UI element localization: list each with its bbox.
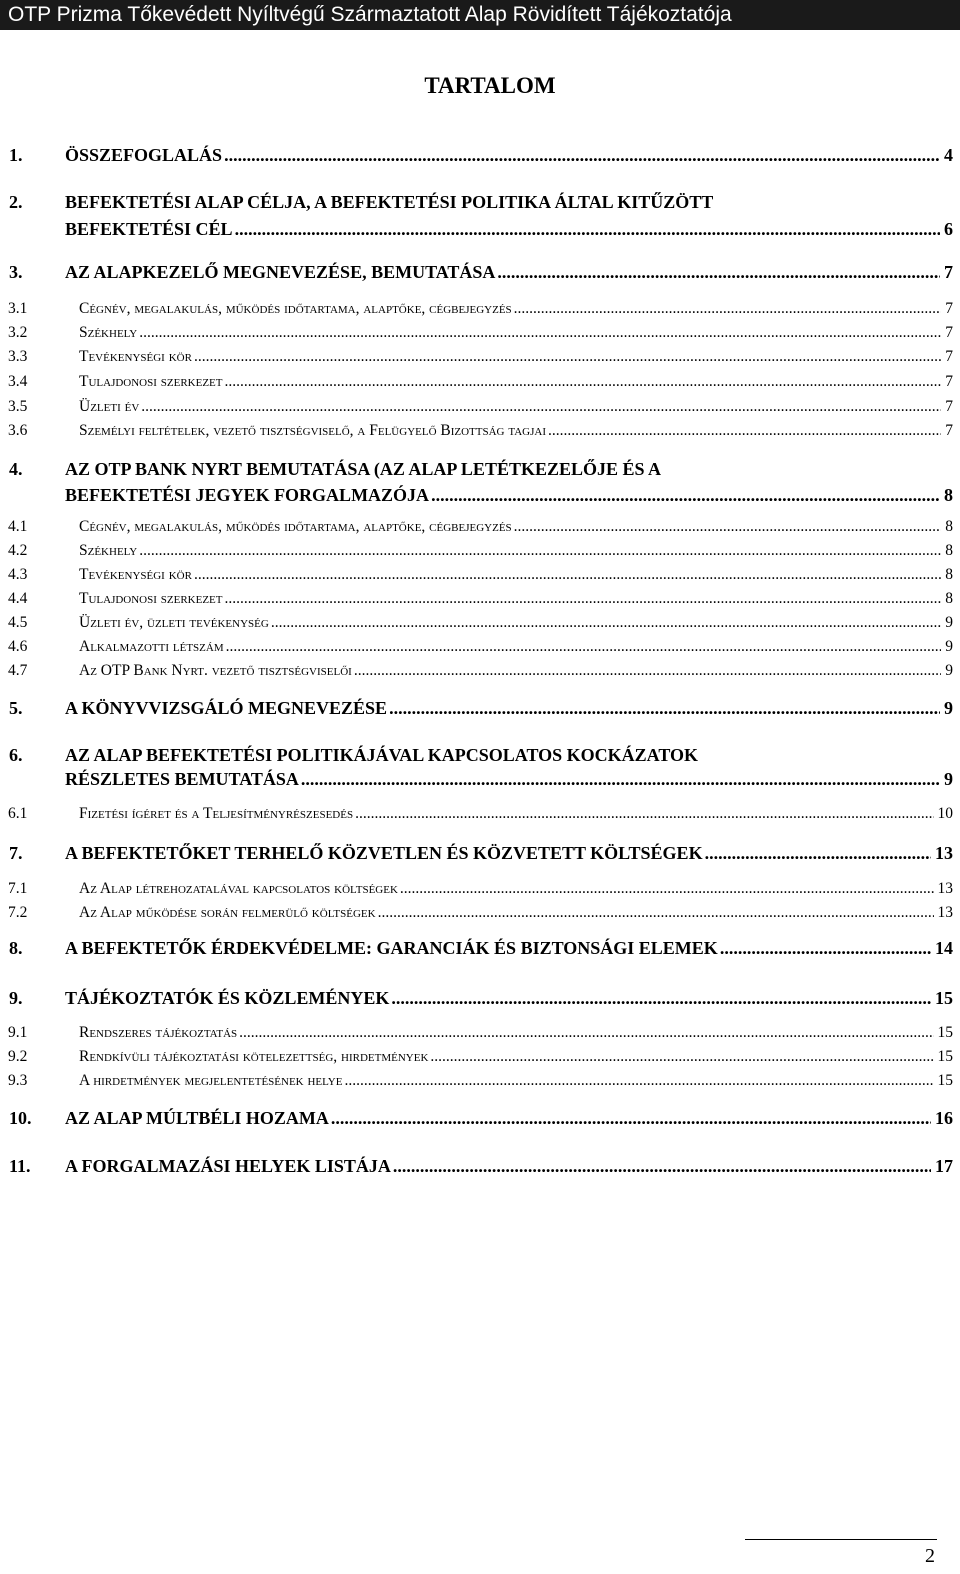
- toc-entry-page: 15: [935, 988, 953, 1008]
- toc-entry-title: Személyi feltételek, vezető tisztségviselő, a Felügyelő Bizottság tagjai: [79, 422, 546, 439]
- toc-dot-leader: [235, 219, 940, 240]
- toc-entry-number: 1.: [9, 145, 23, 165]
- toc-entry-page: 13: [935, 843, 953, 863]
- toc-dot-leader: [239, 1024, 933, 1042]
- toc-entry-page: 9: [944, 698, 953, 718]
- toc-dot-leader: [393, 1156, 931, 1177]
- toc-entry-title: AZ ALAP BEFEKTETÉSI POLITIKÁJÁVAL KAPCSOLATOS KOCKÁZATOK: [65, 745, 698, 765]
- toc-entry-title: Üzleti év: [79, 398, 140, 415]
- toc-entry-title: Székhely: [79, 324, 138, 341]
- toc-entry-title: Tulajdonosi szerkezet: [79, 373, 223, 390]
- toc-entry-title: Rendkívüli tájékoztatási kötelezettség, hirdetmények: [79, 1048, 429, 1065]
- toc-dot-leader: [331, 1108, 931, 1129]
- toc-dot-leader: [344, 1072, 933, 1090]
- toc-entry-page: 8: [945, 590, 953, 607]
- toc-entry-number: 9.1: [8, 1024, 28, 1041]
- toc-entry-page: 6: [944, 219, 953, 239]
- toc-entry-title: RÉSZLETES BEMUTATÁSA: [65, 769, 299, 789]
- toc-entry-title: Az OTP Bank Nyrt. vezető tisztségviselői: [79, 662, 352, 679]
- toc-entry-number: 3.5: [8, 398, 28, 415]
- toc-entry-page: 8: [945, 542, 953, 559]
- toc-entry-title: Székhely: [79, 542, 138, 559]
- toc-dot-leader: [720, 938, 931, 959]
- page-number: 2: [925, 1545, 935, 1567]
- document-header-title: OTP Prizma Tőkevédett Nyíltvégű Származtatott Alap Rövidített Tájékoztatója: [8, 3, 732, 26]
- toc-entry-number: 4.1: [8, 518, 28, 535]
- toc-entry-number: 3.3: [8, 348, 28, 365]
- toc-entry-page: 8: [945, 566, 953, 583]
- toc-entry-number: 4.5: [8, 614, 28, 631]
- toc-entry-title: AZ ALAPKEZELŐ MEGNEVEZÉSE, BEMUTATÁSA: [65, 262, 496, 282]
- toc-entry-number: 9.3: [8, 1072, 28, 1089]
- toc-entry-page: 8: [945, 518, 953, 535]
- toc-entry-number: 4.4: [8, 590, 28, 607]
- toc-entry-title: Az Alap létrehozatalával kapcsolatos költségek: [79, 880, 398, 897]
- toc-entry-page: 13: [937, 880, 953, 897]
- toc-entry-title: Cégnév, megalakulás, működés időtartama, alaptőke, cégbejegyzés: [79, 518, 512, 535]
- toc-entry-title: AZ OTP BANK NYRT BEMUTATÁSA (AZ ALAP LETÉTKEZELŐJE ÉS A: [65, 459, 662, 479]
- toc-entry-page: 15: [937, 1072, 953, 1089]
- toc-entry-title: Tevékenységi kör: [79, 566, 192, 583]
- toc-entry-number: 11.: [9, 1156, 31, 1176]
- toc-dot-leader: [226, 638, 942, 656]
- toc-entry-page: 7: [945, 373, 953, 390]
- toc-entry-title: Fizetési ígéret és a Teljesítményrészesedés: [79, 805, 354, 822]
- toc-dot-leader: [224, 145, 940, 166]
- toc-entry-page: 7: [945, 422, 953, 439]
- toc-entry-number: 7.2: [8, 904, 28, 921]
- toc-dot-leader: [431, 485, 940, 506]
- toc-entry-page: 17: [935, 1156, 953, 1176]
- toc-dot-leader: [355, 805, 933, 823]
- toc-entry-page: 7: [945, 324, 953, 341]
- toc-entry-page: 7: [945, 348, 953, 365]
- toc-entry-title: Alkalmazotti létszám: [79, 638, 224, 655]
- toc-dot-leader: [139, 542, 941, 560]
- toc-dot-leader: [389, 698, 940, 719]
- toc-entry-title: Üzleti év, üzleti tevékenység: [79, 614, 269, 631]
- toc-entry-number: 4.: [9, 459, 23, 479]
- toc-entry-title: A BEFEKTETŐKET TERHELŐ KÖZVETLEN ÉS KÖZVETETT KÖLTSÉGEK: [65, 843, 703, 863]
- toc-entry-number: 10.: [9, 1108, 32, 1128]
- toc-entry-page: 7: [944, 262, 953, 282]
- toc-entry-number: 9.: [9, 988, 23, 1008]
- toc-entry-title: TÁJÉKOZTATÓK ÉS KÖZLEMÉNYEK: [65, 988, 390, 1008]
- toc-entry-number: 5.: [9, 698, 23, 718]
- toc-entry-number: 8.: [9, 938, 23, 958]
- toc-entry-title: A BEFEKTETŐK ÉRDEKVÉDELME: GARANCIÁK ÉS BIZTONSÁGI ELEMEK: [65, 938, 718, 958]
- toc-title: TARTALOM: [424, 73, 556, 98]
- toc-entry-title: A hirdetmények megjelentetésének helye: [79, 1072, 343, 1089]
- toc-entry-page: 15: [937, 1048, 953, 1065]
- toc-entry-title: BEFEKTETÉSI ALAP CÉLJA, A BEFEKTETÉSI POLITIKA ÁLTAL KITŰZÖTT: [65, 192, 714, 212]
- toc-entry-number: 3.1: [8, 300, 28, 317]
- toc-dot-leader: [378, 904, 934, 922]
- toc-entry-page: 9: [945, 662, 953, 679]
- toc-dot-leader: [271, 614, 941, 632]
- toc-entry-number: 9.2: [8, 1048, 28, 1065]
- toc-dot-leader: [301, 769, 940, 790]
- toc-entry-number: 4.3: [8, 566, 28, 583]
- toc-entry-page: 7: [945, 398, 953, 415]
- toc-entry-title: BEFEKTETÉSI CÉL: [65, 219, 233, 239]
- toc-dot-leader: [225, 590, 942, 608]
- toc-entry-number: 4.7: [8, 662, 28, 679]
- toc-entry-title: A KÖNYVVIZSGÁLÓ MEGNEVEZÉSE: [65, 698, 388, 718]
- toc-entry-page: 9: [945, 614, 953, 631]
- toc-entry-page: 7: [945, 300, 953, 317]
- toc-entry-page: 13: [937, 904, 953, 921]
- toc-dot-leader: [139, 324, 941, 342]
- toc-dot-leader: [194, 566, 941, 584]
- toc-entry-title: ÖSSZEFOGLALÁS: [65, 145, 223, 165]
- toc-dot-leader: [194, 348, 941, 366]
- toc-dot-leader: [391, 988, 931, 1009]
- footer-rule: [745, 1539, 937, 1540]
- toc-entry-number: 7.1: [8, 880, 28, 897]
- document-header: [0, 0, 960, 30]
- toc-entry-number: 3.: [9, 262, 23, 282]
- toc-entry-number: 4.2: [8, 542, 28, 559]
- toc-dot-leader: [497, 262, 940, 283]
- toc-entry-page: 14: [935, 938, 953, 958]
- toc-entry-title: BEFEKTETÉSI JEGYEK FORGALMAZÓJA: [65, 485, 430, 505]
- toc-dot-leader: [400, 880, 934, 898]
- toc-entry-number: 4.6: [8, 638, 28, 655]
- toc-entry-page: 15: [937, 1024, 953, 1041]
- toc-entry-page: 9: [945, 638, 953, 655]
- toc-entry-page: 4: [944, 145, 953, 165]
- toc-entry-number: 2.: [9, 192, 23, 212]
- toc-entry-title: Rendszeres tájékoztatás: [79, 1024, 238, 1041]
- toc-dot-leader: [514, 300, 942, 318]
- toc-entry-page: 8: [944, 485, 953, 505]
- toc-dot-leader: [705, 843, 931, 864]
- toc-dot-leader: [430, 1048, 933, 1066]
- toc-dot-leader: [514, 518, 942, 536]
- toc-entry-title: Tulajdonosi szerkezet: [79, 590, 223, 607]
- toc-dot-leader: [354, 662, 941, 680]
- toc-dot-leader: [141, 398, 941, 416]
- toc-entry-number: 3.2: [8, 324, 28, 341]
- toc-entry-number: 3.4: [8, 373, 28, 390]
- toc-entry-page: 10: [937, 805, 953, 822]
- toc-entry-number: 6.1: [8, 805, 28, 822]
- toc-entry-number: 3.6: [8, 422, 28, 439]
- toc-entry-number: 6.: [9, 745, 23, 765]
- toc-entry-title: Cégnév, megalakulás, működés időtartama, alaptőke, cégbejegyzés: [79, 300, 512, 317]
- toc-entry-page: 16: [935, 1108, 953, 1128]
- toc-entry-title: AZ ALAP MÚLTBÉLI HOZAMA: [65, 1108, 329, 1128]
- toc-entry-title: Az Alap működése során felmerülő költségek: [79, 904, 376, 921]
- toc-entry-number: 7.: [9, 843, 23, 863]
- toc-entry-page: 9: [944, 769, 953, 789]
- toc-entry-title: Tevékenységi kör: [79, 348, 192, 365]
- toc-dot-leader: [548, 422, 941, 440]
- toc-entry-title: A FORGALMAZÁSI HELYEK LISTÁJA: [65, 1156, 391, 1176]
- toc-dot-leader: [225, 373, 942, 391]
